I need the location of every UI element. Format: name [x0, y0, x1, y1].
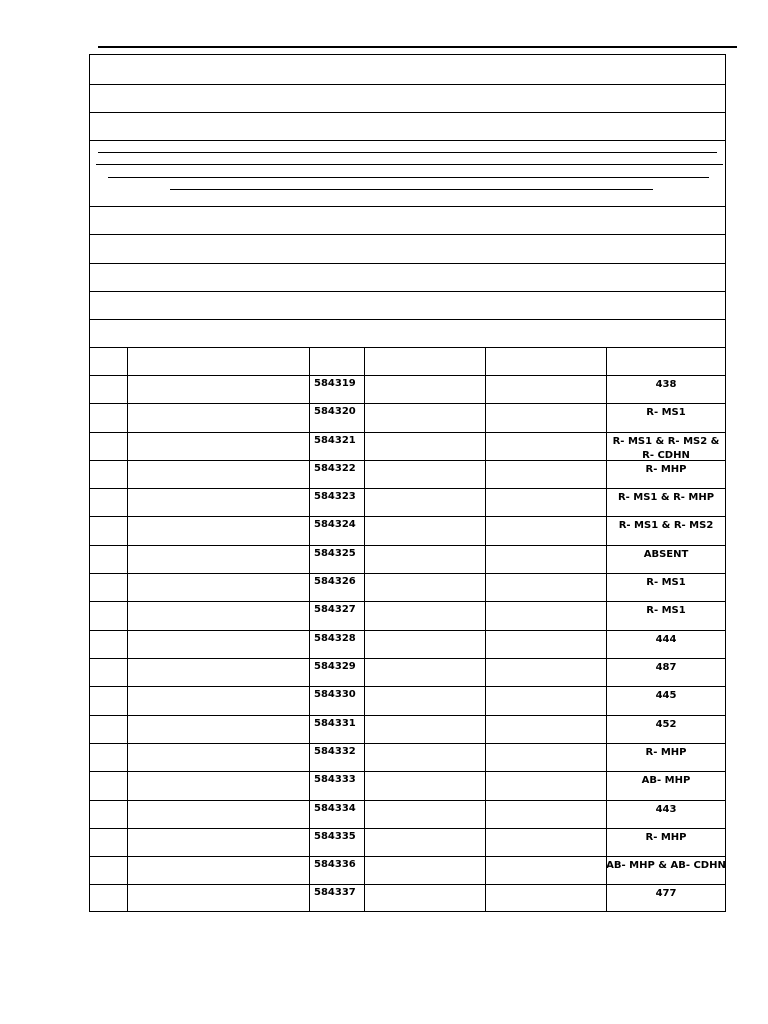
header-band-1 — [90, 55, 725, 85]
table-row — [90, 376, 725, 404]
result-value: AB- MHP & AB- CDHN — [606, 860, 726, 871]
table-row — [90, 574, 725, 602]
roll-number: 584320 — [314, 406, 356, 417]
result-value: R- MHP — [645, 832, 687, 843]
result-value: ABSENT — [643, 549, 689, 560]
table-row — [90, 659, 725, 687]
roll-number: 584335 — [314, 831, 356, 842]
table-row — [90, 433, 725, 461]
result-value: 487 — [655, 662, 677, 673]
result-value: 443 — [655, 804, 677, 815]
column-header-row — [90, 348, 725, 376]
result-value: 445 — [655, 690, 677, 701]
title-block — [90, 141, 725, 207]
result-value: R- MS1 — [646, 407, 686, 418]
roll-number: 584326 — [314, 576, 356, 587]
roll-number: 584323 — [314, 491, 356, 502]
result-value: R- MS1 — [646, 577, 686, 588]
table-row — [90, 716, 725, 744]
header-band-2 — [90, 85, 725, 113]
table-row — [90, 744, 725, 772]
title-rule-1 — [98, 152, 717, 153]
table-row — [90, 602, 725, 631]
table-row — [90, 489, 725, 517]
result-value: 438 — [655, 379, 677, 390]
title-rule-2 — [96, 164, 723, 165]
table-row — [90, 857, 725, 885]
result-value: 444 — [655, 634, 677, 645]
table-row — [90, 801, 725, 829]
result-value: R- MS1 — [646, 605, 686, 616]
table-row — [90, 461, 725, 489]
table-row — [90, 772, 725, 801]
info-band-3 — [90, 264, 725, 292]
roll-number: 584329 — [314, 661, 356, 672]
roll-number: 584334 — [314, 803, 356, 814]
table-row — [90, 829, 725, 857]
roll-number: 584327 — [314, 604, 356, 615]
info-band-1 — [90, 207, 725, 235]
table-row — [90, 517, 725, 546]
table-row — [90, 404, 725, 433]
table-row — [90, 687, 725, 716]
result-value: AB- MHP — [641, 775, 691, 786]
roll-number: 584324 — [314, 519, 356, 530]
roll-number: 584330 — [314, 689, 356, 700]
info-band-5 — [90, 320, 725, 348]
result-value: 452 — [655, 719, 677, 730]
header-band-3 — [90, 113, 725, 141]
roll-number: 584336 — [314, 859, 356, 870]
result-value: R- MS1 & R- MHP — [617, 492, 715, 503]
table-row — [90, 885, 725, 913]
result-value: R- MS1 & R- MS2 — [618, 520, 714, 531]
result-sheet — [89, 54, 726, 912]
result-value: R- MHP — [645, 464, 687, 475]
top-rule — [98, 46, 737, 48]
info-band-4 — [90, 292, 725, 320]
roll-number: 584321 — [314, 435, 356, 446]
info-band-2 — [90, 235, 725, 264]
table-row — [90, 546, 725, 574]
roll-number: 584331 — [314, 718, 356, 729]
result-value: R- MS1 & R- MS2 & R- CDHN — [612, 436, 720, 461]
title-rule-3 — [108, 177, 709, 178]
result-value: 477 — [655, 888, 677, 899]
roll-number: 584328 — [314, 633, 356, 644]
roll-number: 584322 — [314, 463, 356, 474]
roll-number: 584325 — [314, 548, 356, 559]
roll-number: 584333 — [314, 774, 356, 785]
title-rule-4 — [170, 189, 653, 190]
table-row — [90, 631, 725, 659]
result-value: R- MHP — [645, 747, 687, 758]
roll-number: 584332 — [314, 746, 356, 757]
table-body — [90, 376, 725, 911]
roll-number: 584337 — [314, 887, 356, 898]
roll-number: 584319 — [314, 378, 356, 389]
